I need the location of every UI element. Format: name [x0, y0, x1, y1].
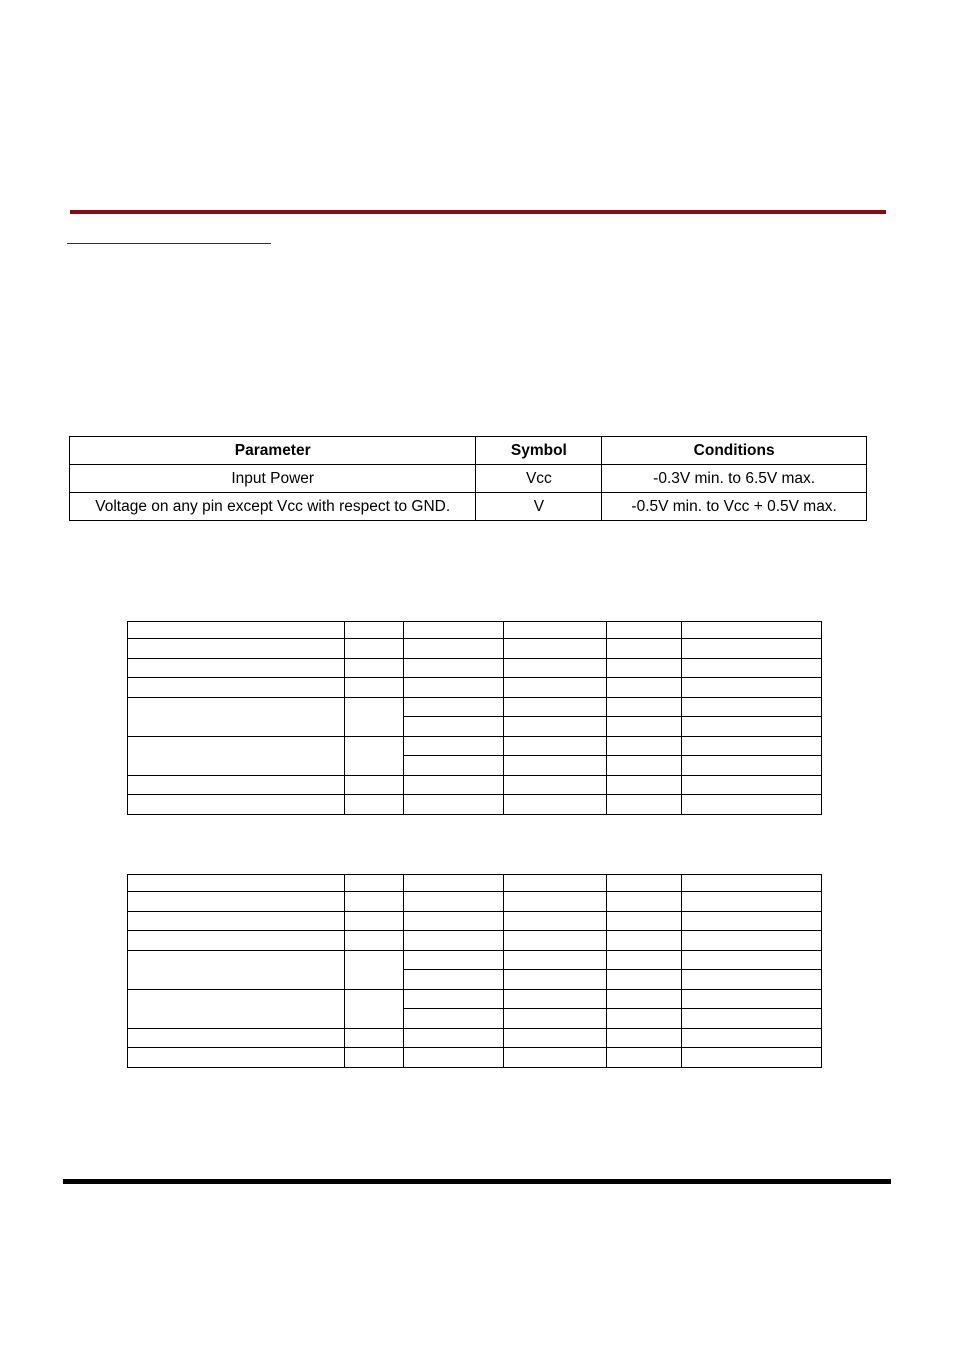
- column-header-conditions: Conditions: [602, 437, 867, 465]
- table-row: [128, 1028, 822, 1048]
- table-row: [128, 911, 822, 931]
- table-row: [128, 775, 822, 795]
- footer-rule: [63, 1179, 891, 1184]
- table-row: [128, 931, 822, 951]
- table-row: [128, 697, 822, 717]
- characteristics-table-b: [127, 874, 822, 1068]
- cell-symbol: Vcc: [476, 465, 602, 493]
- section-heading-underline: [67, 243, 271, 244]
- table-row: [128, 622, 822, 639]
- header-rule: [70, 210, 886, 214]
- table-row: [128, 658, 822, 678]
- column-header-symbol: Symbol: [476, 437, 602, 465]
- table-row: [70, 493, 867, 521]
- table-row: [128, 989, 822, 1009]
- table-row: [128, 875, 822, 892]
- characteristics-table-a: [127, 621, 822, 815]
- table-row: [128, 950, 822, 970]
- table-row: [70, 465, 867, 493]
- column-header-parameter: Parameter: [70, 437, 476, 465]
- table-row: [128, 892, 822, 912]
- table-row: [128, 795, 822, 815]
- table-header-row: [70, 437, 867, 465]
- cell-conditions: -0.5V min. to Vcc + 0.5V max.: [602, 493, 867, 521]
- table-row: [128, 1048, 822, 1068]
- table-row: [128, 678, 822, 698]
- cell-parameter: Voltage on any pin except Vcc with respect to GND.: [70, 493, 476, 521]
- table-row: [128, 639, 822, 659]
- absolute-maximum-ratings-table: [69, 436, 867, 521]
- cell-symbol: V: [476, 493, 602, 521]
- table-row: [128, 736, 822, 756]
- cell-conditions: -0.3V min. to 6.5V max.: [602, 465, 867, 493]
- cell-parameter: Input Power: [70, 465, 476, 493]
